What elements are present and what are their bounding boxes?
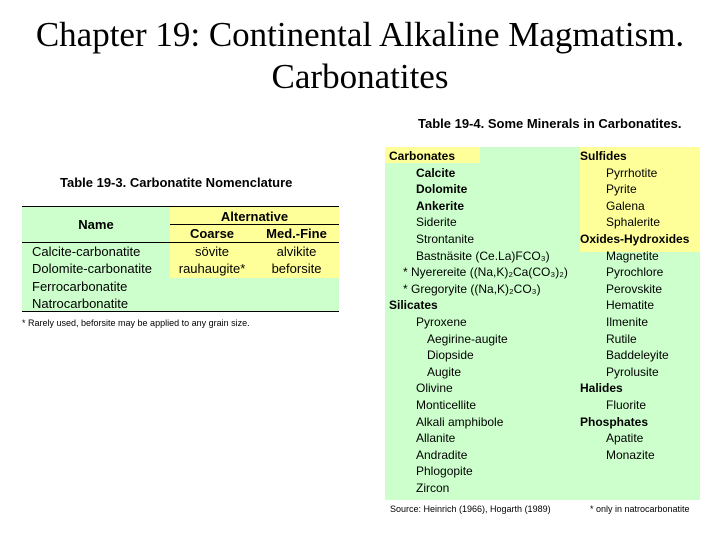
left-mineral-row: Dolomite: [416, 182, 468, 197]
table-19-4-caption: Table 19-4. Some Minerals in Carbonatites.: [418, 116, 682, 131]
right-mineral-row: Pyrolusite: [606, 364, 659, 379]
table-19-4-footnote: * only in natrocarbonatite: [590, 504, 690, 514]
rule-header: [22, 242, 339, 243]
table-19-4: [385, 147, 700, 500]
left-mineral-row: Monticellite: [416, 398, 477, 412]
right-mineral-row: Halides: [580, 381, 623, 396]
header-med-fine: Med.-Fine: [266, 226, 327, 241]
left-mineral-row: Pyroxene: [416, 315, 467, 329]
header-alternative: Alternative: [220, 209, 289, 224]
left-mineral-row: Aegirine-augite: [427, 331, 508, 346]
table-19-3-caption: Table 19-3. Carbonatite Nomenclature: [60, 175, 293, 190]
right-mineral-row: Sphalerite: [606, 215, 661, 230]
left-mineral-row: Phlogopite: [416, 464, 473, 479]
row-2-coarse: rauhaugite*: [178, 261, 246, 276]
left-mineral-row: Olivine: [416, 381, 453, 396]
right-mineral-row: Apatite: [606, 431, 644, 446]
right-mineral-row: Monazite: [606, 447, 655, 462]
right-mineral-row: Phosphates: [580, 414, 649, 429]
rule-bottom: [22, 311, 339, 312]
row-2-med-fine: beforsite: [271, 261, 322, 276]
table-19-4-source: Source: Heinrich (1966), Hogarth (1989): [390, 504, 551, 514]
left-mineral-row: Alkali amphibole: [416, 414, 504, 429]
right-mineral-row: Magnetite: [606, 248, 659, 263]
slide-title-line-1: Chapter 19: Continental Alkaline Magmatism.: [35, 15, 685, 54]
right-mineral-row: Pyrite: [606, 182, 637, 197]
right-mineral-row: Oxides-Hydroxides: [580, 232, 690, 246]
left-mineral-row: Calcite: [416, 165, 456, 180]
row-1-med-fine: alvikite: [276, 244, 317, 259]
right-mineral-row: Pyrrhotite: [606, 165, 658, 180]
left-mineral-row: * Nyerereite ((Na,K)₂Ca(CO₃)₂): [403, 265, 568, 280]
right-mineral-row: Perovskite: [606, 281, 663, 296]
left-mineral-row: Carbonates: [389, 149, 456, 163]
row-2-name: Dolomite-carbonatite: [32, 261, 152, 276]
table-19-3-footnote: * Rarely used, beforsite may be applied to any grain size.: [22, 318, 250, 328]
rule-alternative: [170, 224, 339, 225]
right-mineral-row: Pyrochlore: [606, 265, 664, 280]
row-1-name: Calcite-carbonatite: [32, 244, 141, 259]
left-mineral-row: Strontanite: [416, 232, 475, 246]
row-1-coarse: sövite: [195, 244, 229, 259]
left-mineral-row: Zircon: [416, 481, 450, 495]
left-mineral-row: Ankerite: [416, 198, 465, 213]
row-3-name: Ferrocarbonatite: [32, 279, 128, 294]
left-mineral-row: * Gregoryite ((Na,K)₂CO₃): [403, 281, 541, 296]
left-mineral-row: Siderite: [416, 215, 457, 230]
row-4-name: Natrocarbonatite: [32, 296, 129, 311]
slide-title: [0, 14, 720, 98]
rule-top: [22, 206, 339, 207]
right-mineral-row: Hematite: [606, 298, 655, 313]
right-mineral-row: Galena: [606, 198, 645, 213]
left-mineral-row: Diopside: [427, 348, 474, 363]
right-mineral-row: Baddeleyite: [606, 348, 669, 363]
right-mineral-row: Ilmenite: [606, 315, 649, 329]
table-19-3: [22, 206, 339, 312]
right-mineral-row: Rutile: [606, 331, 637, 346]
right-mineral-row: Sulfides: [580, 149, 627, 163]
header-coarse: Coarse: [189, 226, 235, 241]
right-mineral-row: Fluorite: [606, 398, 647, 412]
left-mineral-row: Augite: [427, 364, 462, 379]
left-mineral-row: Silicates: [389, 298, 438, 313]
left-mineral-row: Allanite: [416, 431, 456, 446]
left-mineral-row: Andradite: [416, 447, 468, 462]
header-name: Name: [78, 217, 114, 232]
slide-title-line-2: Carbonatites: [271, 57, 449, 96]
left-mineral-row: Bastnäsite (Ce.La)FCO₃): [416, 248, 550, 263]
